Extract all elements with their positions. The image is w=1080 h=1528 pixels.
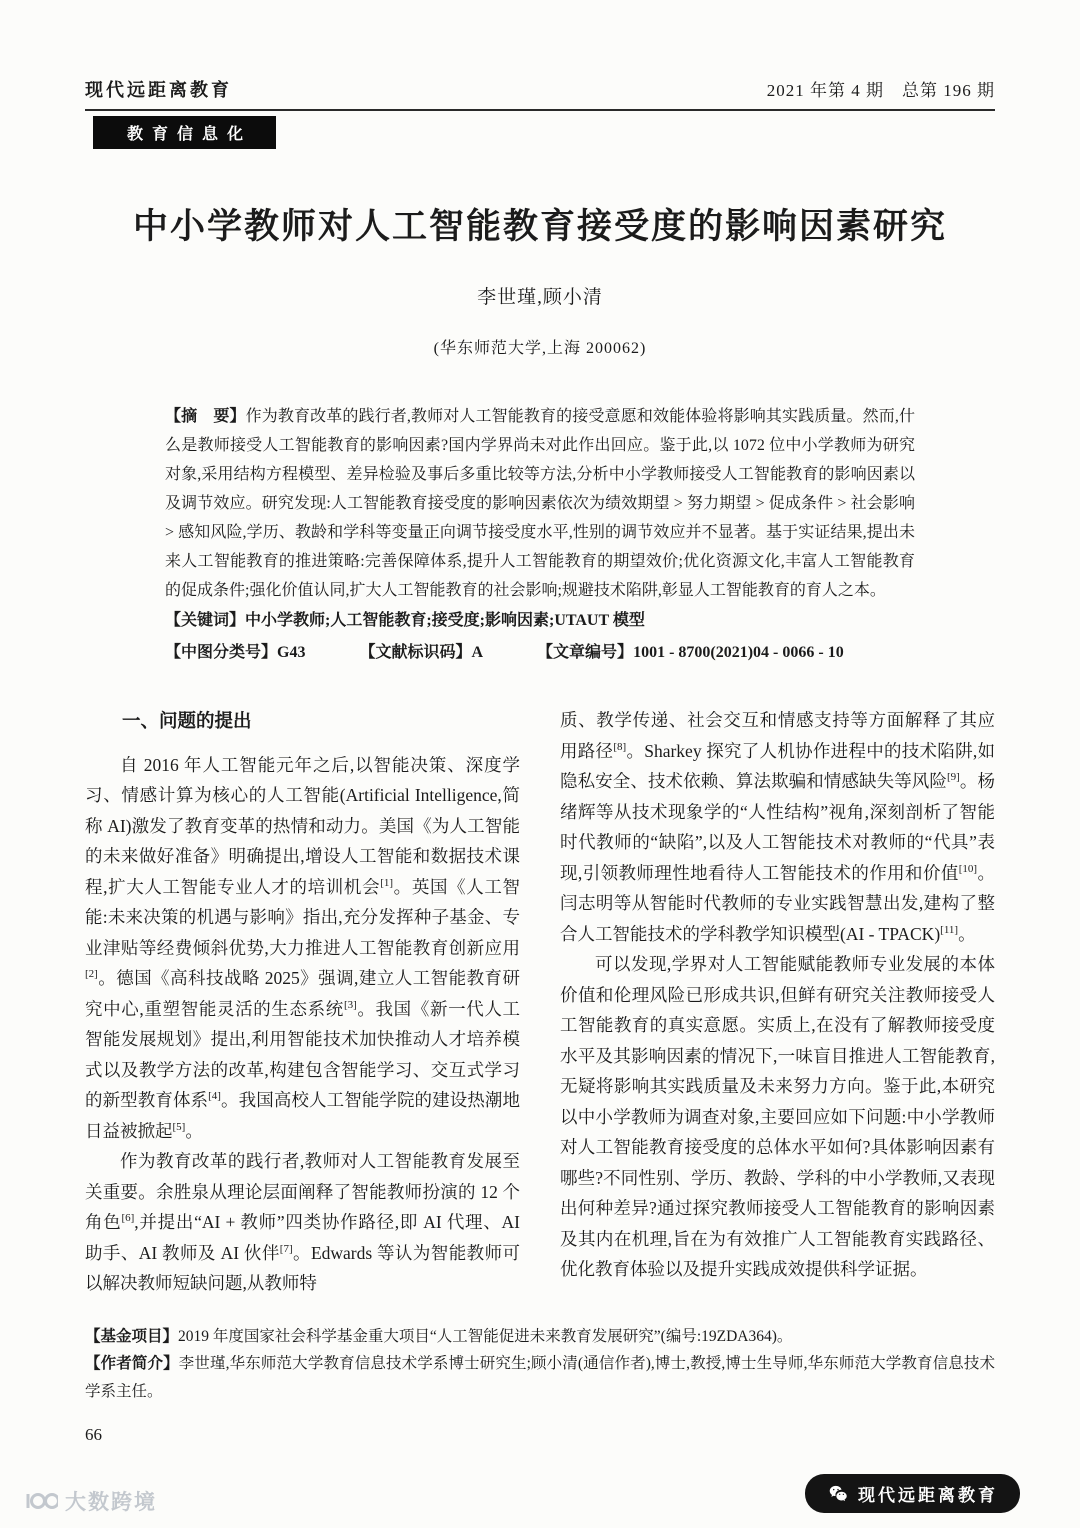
right-column	[560, 705, 995, 1299]
document-code	[359, 638, 483, 667]
abstract-label: 【摘 要】	[165, 408, 246, 425]
clc-label: 【中图分类号】	[165, 644, 278, 661]
author-bio	[85, 1350, 995, 1405]
authors: 李世瑾,顾小清	[477, 287, 603, 308]
clc-value: G43	[277, 644, 306, 661]
watermark-text: 大数跨境	[65, 1491, 157, 1514]
document-code-label: 【文献标识码】	[359, 644, 472, 661]
fund-project	[85, 1323, 995, 1351]
wechat-badge-label: 现代远距离教育	[858, 1486, 998, 1505]
author-bio-label: 【作者简介】	[85, 1355, 179, 1372]
wechat-badge	[805, 1474, 1020, 1513]
left-column	[85, 705, 520, 1299]
paragraph: 作为教育改革的践行者,教师对人工智能教育发展至关重要。余胜泉从理论层面阐释了智能教师扮演的 12 个角色[6],并提出“AI + 教师”四类协作路径,即 AI 代理、AI 助手、AI 教师及 AI 伙伴[7]。Edwards 等认为智能教师可以解决教师短缺问题,从教师特	[85, 1151, 521, 1293]
body-columns	[85, 705, 995, 1299]
abstract-text: 作为教育改革的践行者,教师对人工智能教育的接受意愿和效能体验将影响其实践质量。然而,什么是教师接受人工智能教育的影响因素?国内学界尚未对此作出回应。鉴于此,以 1072 位中小学教师为研究对象,采用结构方程模型、差异检验及事后多重比较等方法,分析中小学教师接受人工智能教育的影响因素以及调节效应。研究发现:人工智能教育接受度的影响因素依次为绩效期望 > 努力期望 > 促成条件 > 社会影响 > 感知风险,学历、教龄和学科等变量正向调节接受度水平,性别的调节效应并不显著。基于实证结果,提出未来人工智能教育的推进策略:完善保障体系,提升人工智能教育的期望效价;优化资源文化,丰富人工智能教育的促成条件;强化价值认同,扩大人工智能教育的社会影响;规避技术陷阱,彰显人工智能教育的育人之本。	[165, 408, 915, 599]
journal-header	[85, 76, 995, 102]
document-code-value: A	[471, 644, 484, 661]
article-title: 中小学教师对人工智能教育接受度的影响因素研究	[132, 207, 947, 246]
fund-project-label: 【基金项目】	[85, 1327, 179, 1345]
page-number: 66	[85, 1425, 102, 1444]
issue-info: 2021 年第 4 期 总第 196 期	[766, 81, 995, 100]
article-number-label: 【文章编号】	[537, 644, 634, 661]
keywords-label: 【关键词】	[165, 612, 246, 629]
classification-row	[165, 638, 915, 667]
abstract	[165, 402, 915, 605]
watermark-logo-icon	[24, 1490, 58, 1512]
keywords-text: 中小学教师;人工智能教育;接受度;影响因素;UTAUT 模型	[245, 612, 645, 629]
article-number	[537, 638, 844, 667]
article-number-value: 1001 - 8700(2021)04 - 0066 - 10	[633, 644, 844, 661]
clc-number	[165, 638, 305, 667]
paragraph: 自 2016 年人工智能元年之后,以智能决策、深度学习、情感计算为核心的人工智能(Artificial Intelligence,简称 AI)激发了教育变革的热情和动力。美国《为人工智能的未来做好准备》明确提出,增设人工智能和数据技术课程,扩大人工智能专业人才的培训机会[1]。英国《人工智能:未来决策的机遇与影响》指出,充分发挥种子基金、专业津贴等经费倾斜优势,大力推进人工智能教育创新应用[2]。德国《高科技战略 2025》强调,建立人工智能教育研究中心,重塑智能灵活的生态系统[3]。我国《新一代人工智能发展规划》提出,利用智能技术加快推动人才培养模式以及教学方法的改革,构建包含智能学习、交互式学习的新型教育体系[4]。我国高校人工智能学院的建设热潮地日益被掀起[5]。	[85, 754, 521, 1141]
author-bio-text: 李世瑾,华东师范大学教育信息技术学系博士研究生;顾小清(通信作者),博士,教授,博士生导师,华东师范大学教育信息技术学系主任。	[85, 1355, 995, 1400]
paragraph: 质、教学传递、社会交互和情感支持等方面解释了其应用路径[8]。Sharkey 探究了人机协作进程中的技术陷阱,如隐私安全、技术依赖、算法欺骗和情感缺失等风险[9]。杨绪辉等从技术现象学的“人性结构”视角,深刻剖析了智能时代教师的“缺陷”,以及人工智能技术对教师的“代具”表现,引领教师理性地看待人工智能技术的作用和价值[10]。闫志明等从智能时代教师的专业实践智慧出发,建构了整合人工智能技术的学科教学知识模型(AI - TPACK)[11]。	[560, 710, 996, 944]
affiliation: (华东师范大学,上海 200062)	[433, 340, 647, 357]
watermark	[24, 1486, 157, 1516]
wechat-icon	[827, 1484, 849, 1504]
section-heading: 一、问题的提出	[122, 712, 252, 732]
header-divider	[85, 109, 995, 111]
fund-project-text: 2019 年度国家社会科学基金重大项目“人工智能促进未来教育发展研究”(编号:19ZDA364)。	[178, 1327, 793, 1345]
footnotes	[85, 1323, 995, 1406]
paragraph: 可以发现,学界对人工智能赋能教师专业发展的本体价值和伦理风险已形成共识,但鲜有研究关注教师接受人工智能教育的真实意愿。实质上,在没有了解教师接受度水平及其影响因素的情况下,一味盲目推进人工智能教育,无疑将影响其实践质量及未来努力方向。鉴于此,本研究以中小学教师为调查对象,主要回应如下问题:中小学教师对人工智能教育接受度的总体水平如何?具体影响因素有哪些?不同性别、学历、教龄、学科的中小学教师,又表现出何种差异?通过探究教师接受人工智能教育的影响因素及其内在机理,旨在为有效推广人工智能教育实践路径、优化教育体验以及提升实践成效提供科学证据。	[560, 954, 995, 1279]
journal-name: 现代远距离教育	[85, 80, 232, 100]
keywords	[165, 606, 915, 635]
section-label: 教育信息化	[93, 116, 276, 149]
